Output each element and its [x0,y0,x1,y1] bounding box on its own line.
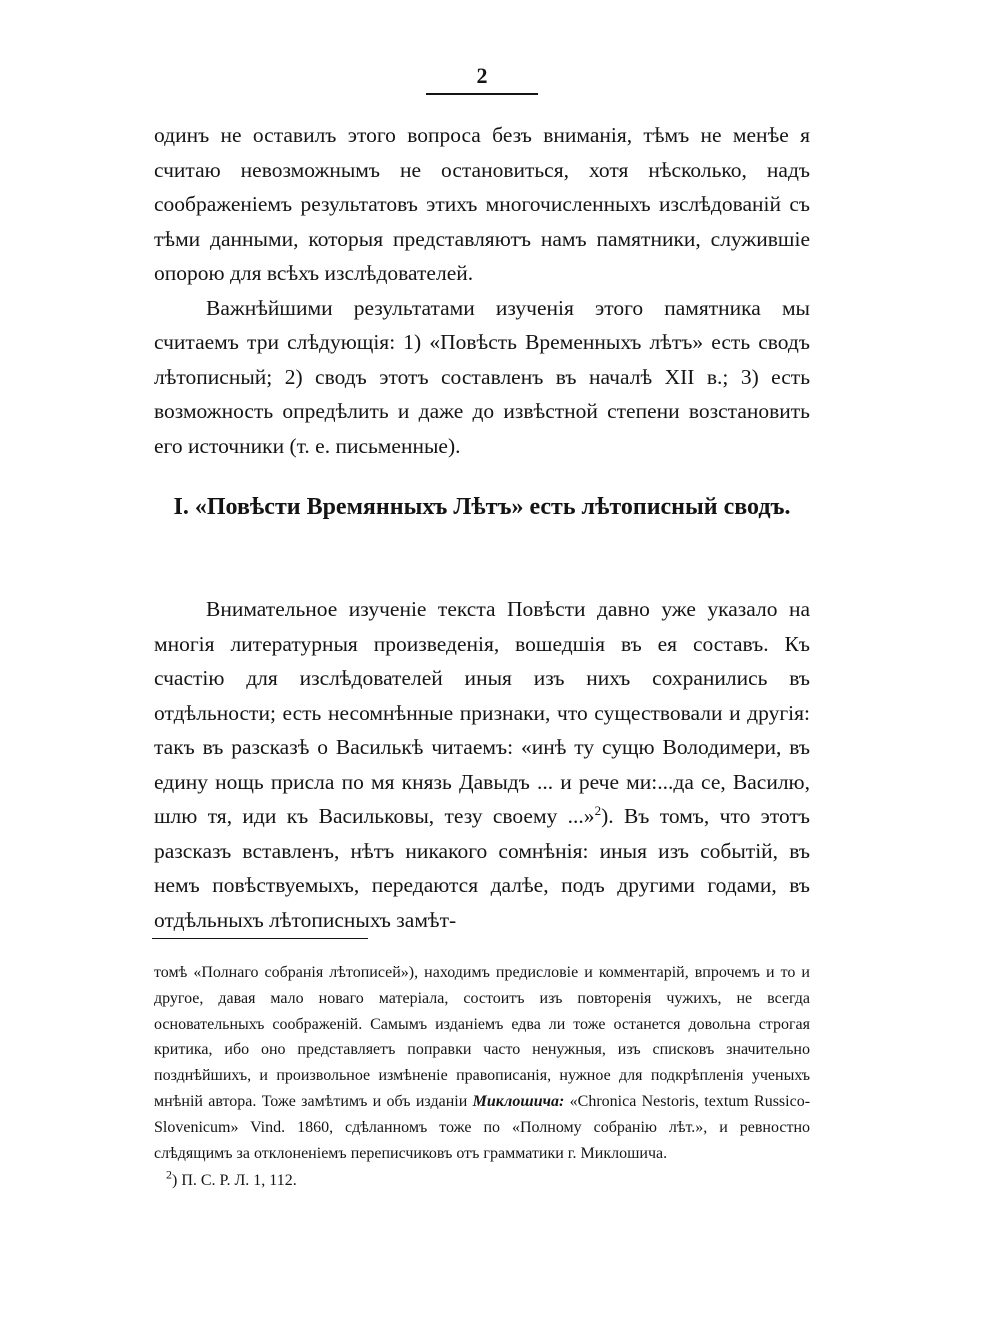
footnote-continuation-text-1: томѣ «Полнаго собранія лѣтописей»), находимъ предисловіе и комментарій, впрочемъ и то и другое, давая мало новаго матеріала, состоитъ изъ повторенія чужихъ, не всегда основательныхъ соображеній. Самымъ изданіемъ едва ли тоже останется довольна строгая критика, ибо оно представляетъ поправки часто ненужныя, изъ списковъ значительно позднѣйшихъ, и произвольное измѣненіе правописанія, нужное для подкрѣпленія ученыхъ мнѣній автора. Тоже замѣтимъ и объ изданіи [154,964,810,1110]
footnote-continuation-text-2: «Chronica Nestoris, textum Russico-Slovenicum» Vind. 1860, сдѣланномъ тоже по «Полному собранію лѣт.», и ревностно слѣдящимъ за отклоненіемъ переписчиковъ отъ грамматики г. Миклошича. [154,1092,811,1162]
footnote-author-name: Миклошича: [472,1092,565,1110]
intro-paragraph-1: одинъ не оставилъ этого вопроса безъ вниманія, тѣмъ не менѣе я считаю невозможнымъ не остановиться, хотя нѣсколько, надъ соображеніемъ результатовъ этихъ многочисленныхъ изслѣдованій съ тѣми данными, которыя представляютъ намъ памятники, служившіе опорою для всѣхъ изслѣдователей. [154,123,810,285]
intro-paragraph-2: Важнѣйшими результатами изученія этого памятника мы считаемъ три слѣдующія: 1) «Повѣсть Временныхъ лѣтъ» есть сводъ лѣтописный; 2) сводъ этотъ составленъ въ началѣ XII в.; 3) есть возможность опредѣлить и даже до извѣстной степени возстановить его источники (т. е. письменные). [154,295,810,458]
page-number: 2 [476,63,488,88]
section-paragraph-tail: ). Въ томъ, что этотъ разсказъ вставленъ, нѣтъ никакого сомнѣнія: иныя изъ событій, въ немъ повѣствуемыхъ, передаются далѣе, подъ другими годами, въ отдѣльныхъ лѣтописныхъ замѣт- [154,804,810,932]
intro-text [154,118,810,463]
section-text [154,592,810,937]
section-heading: I. «Повѣсти Времянныхъ Лѣтъ» есть лѣтописный сводъ. [173,494,791,520]
section-paragraph-text: Внимательное изученіе текста Повѣсти давно уже указало на многія литературныя произведенія, вошедшія въ ея составъ. Къ счастію для изслѣдователей иныя изъ нихъ сохранились въ отдѣльности; есть несомнѣнные признаки, что существовали и другія: такъ въ разсказѣ о Василькѣ читаемъ: «инѣ ту сущю Володимери, въ едину нощь присла по мя князь Давыдъ ... и рече ми:...да се, Василю, шлю тя, иди къ Васильковы, тезу своему ...» [154,597,810,828]
footnote-reference-mark: 2 [594,802,602,818]
page-number-rule [426,93,538,95]
footnote-2 [154,1168,810,1194]
footnote-2-marker: 2 [166,1168,172,1183]
footnote-separator [152,938,368,939]
footnote-continuation [154,960,810,1166]
footnotes [154,960,810,1194]
footnote-2-text: ) П. С. Р. Л. 1, 112. [172,1172,297,1190]
section-paragraph [154,592,810,937]
